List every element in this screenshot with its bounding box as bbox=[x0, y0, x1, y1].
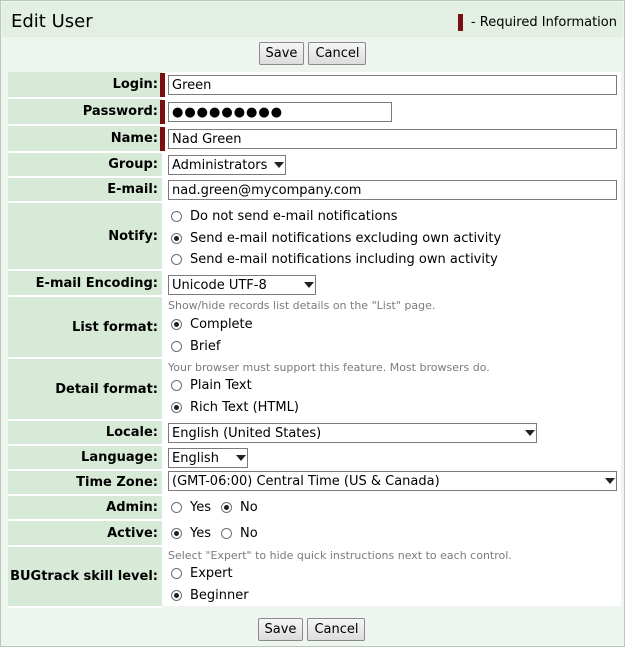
email-label: E-mail: bbox=[8, 178, 162, 203]
encoding-select[interactable] bbox=[168, 275, 316, 295]
list-format-option[interactable] bbox=[171, 317, 253, 332]
locale-select-value: English (United States) bbox=[172, 425, 322, 441]
language-select-value: English bbox=[172, 450, 219, 466]
encoding-select-value: Unicode UTF-8 bbox=[172, 277, 267, 293]
name-input[interactable]: Nad Green bbox=[168, 129, 617, 149]
notify-option-label: Send e-mail notifications excluding own activity bbox=[190, 231, 502, 246]
required-marker-icon bbox=[160, 127, 165, 151]
save-button-bottom[interactable]: Save bbox=[258, 618, 304, 641]
email-row bbox=[8, 178, 621, 203]
timezone-select[interactable] bbox=[168, 471, 617, 491]
radio-button-selected[interactable] bbox=[171, 402, 182, 413]
admin-option-label: Yes bbox=[190, 500, 211, 515]
required-marker-icon bbox=[160, 100, 165, 124]
chevron-down-icon bbox=[269, 158, 283, 172]
group-select-value: Administrators bbox=[172, 157, 268, 173]
timezone-label: Time Zone: bbox=[8, 471, 162, 496]
radio-button[interactable] bbox=[171, 380, 182, 391]
list-format-row bbox=[8, 297, 621, 359]
notify-label: Notify: bbox=[8, 203, 162, 271]
group-row bbox=[8, 153, 621, 178]
list-format-hint: Show/hide records list details on the "List" page. bbox=[168, 299, 436, 312]
skill-label: BUGtrack skill level: bbox=[8, 547, 162, 608]
active-option-label: No bbox=[240, 526, 258, 541]
detail-format-option-label: Plain Text bbox=[190, 378, 252, 393]
password-label: Password: bbox=[8, 99, 162, 126]
admin-option-label: No bbox=[240, 500, 258, 515]
detail-format-option[interactable] bbox=[171, 400, 299, 415]
radio-button-selected[interactable] bbox=[171, 319, 182, 330]
notify-option[interactable] bbox=[171, 209, 397, 224]
required-marker-icon bbox=[458, 14, 463, 31]
chevron-down-icon bbox=[600, 474, 614, 488]
radio-button-selected[interactable] bbox=[171, 233, 182, 244]
notify-option[interactable] bbox=[171, 252, 498, 267]
top-button-bar bbox=[2, 37, 623, 69]
language-select[interactable] bbox=[168, 448, 248, 468]
locale-select[interactable] bbox=[168, 423, 537, 443]
timezone-select-value: (GMT-06:00) Central Time (US & Canada) bbox=[172, 473, 440, 489]
radio-button-selected[interactable] bbox=[221, 502, 232, 513]
group-select[interactable] bbox=[168, 155, 286, 175]
notify-option-label: Do not send e-mail notifications bbox=[190, 209, 398, 224]
encoding-row bbox=[8, 271, 621, 297]
timezone-row bbox=[8, 471, 621, 496]
login-input[interactable]: Green bbox=[168, 75, 617, 95]
detail-format-option-label: Rich Text (HTML) bbox=[190, 400, 299, 415]
list-format-option-label: Complete bbox=[190, 317, 253, 332]
skill-hint: Select "Expert" to hide quick instructions next to each control. bbox=[168, 549, 512, 562]
admin-row bbox=[8, 496, 621, 521]
required-legend-text: - Required Information bbox=[470, 15, 617, 30]
radio-button[interactable] bbox=[171, 211, 182, 222]
admin-label: Admin: bbox=[8, 496, 162, 521]
page-title: Edit User bbox=[11, 11, 93, 32]
detail-format-row bbox=[8, 359, 621, 421]
password-row bbox=[8, 99, 621, 126]
cancel-button-bottom[interactable]: Cancel bbox=[307, 618, 365, 641]
required-legend bbox=[458, 14, 617, 31]
radio-button[interactable] bbox=[171, 568, 182, 579]
bottom-button-bar bbox=[1, 613, 622, 645]
detail-format-option[interactable] bbox=[171, 378, 252, 393]
locale-label: Locale: bbox=[8, 421, 162, 446]
notify-option-label: Send e-mail notifications including own activity bbox=[190, 252, 498, 267]
active-option-label: Yes bbox=[190, 526, 211, 541]
name-label: Name: bbox=[8, 126, 162, 153]
email-input[interactable]: nad.green@mycompany.com bbox=[168, 180, 617, 200]
radio-button-selected[interactable] bbox=[171, 528, 182, 539]
user-form bbox=[8, 72, 621, 606]
skill-row bbox=[8, 547, 621, 608]
language-row bbox=[8, 446, 621, 471]
locale-row bbox=[8, 421, 621, 446]
chevron-down-icon bbox=[299, 278, 313, 292]
radio-button[interactable] bbox=[221, 528, 232, 539]
required-marker-icon bbox=[160, 73, 165, 97]
chevron-down-icon bbox=[520, 426, 534, 440]
list-format-label: List format: bbox=[8, 297, 162, 359]
save-button-top[interactable]: Save bbox=[259, 42, 305, 65]
login-label: Login: bbox=[8, 72, 162, 99]
login-row bbox=[8, 72, 621, 99]
admin-option[interactable] bbox=[221, 500, 258, 515]
notify-row bbox=[8, 203, 621, 271]
skill-option[interactable] bbox=[171, 588, 249, 603]
radio-button-selected[interactable] bbox=[171, 590, 182, 601]
encoding-label: E-mail Encoding: bbox=[8, 271, 162, 297]
radio-button[interactable] bbox=[171, 254, 182, 265]
detail-format-label: Detail format: bbox=[8, 359, 162, 421]
cancel-button-top[interactable]: Cancel bbox=[308, 42, 366, 65]
group-label: Group: bbox=[8, 153, 162, 178]
chevron-down-icon bbox=[231, 451, 245, 465]
name-row bbox=[8, 126, 621, 153]
active-row bbox=[8, 521, 621, 547]
admin-option[interactable] bbox=[171, 500, 211, 515]
radio-button[interactable] bbox=[171, 341, 182, 352]
active-option[interactable] bbox=[171, 526, 211, 541]
detail-format-hint: Your browser must support this feature. Most browsers do. bbox=[168, 361, 490, 374]
notify-option[interactable] bbox=[171, 231, 501, 246]
radio-button[interactable] bbox=[171, 502, 182, 513]
active-option[interactable] bbox=[221, 526, 258, 541]
skill-option[interactable] bbox=[171, 566, 233, 581]
skill-option-label: Expert bbox=[190, 566, 233, 581]
skill-option-label: Beginner bbox=[190, 588, 249, 603]
list-format-option[interactable] bbox=[171, 339, 220, 354]
header-bar bbox=[2, 2, 623, 37]
password-input[interactable]: ●●●●●●●●● bbox=[168, 102, 392, 122]
list-format-option-label: Brief bbox=[190, 339, 221, 354]
language-label: Language: bbox=[8, 446, 162, 471]
active-label: Active: bbox=[8, 521, 162, 547]
